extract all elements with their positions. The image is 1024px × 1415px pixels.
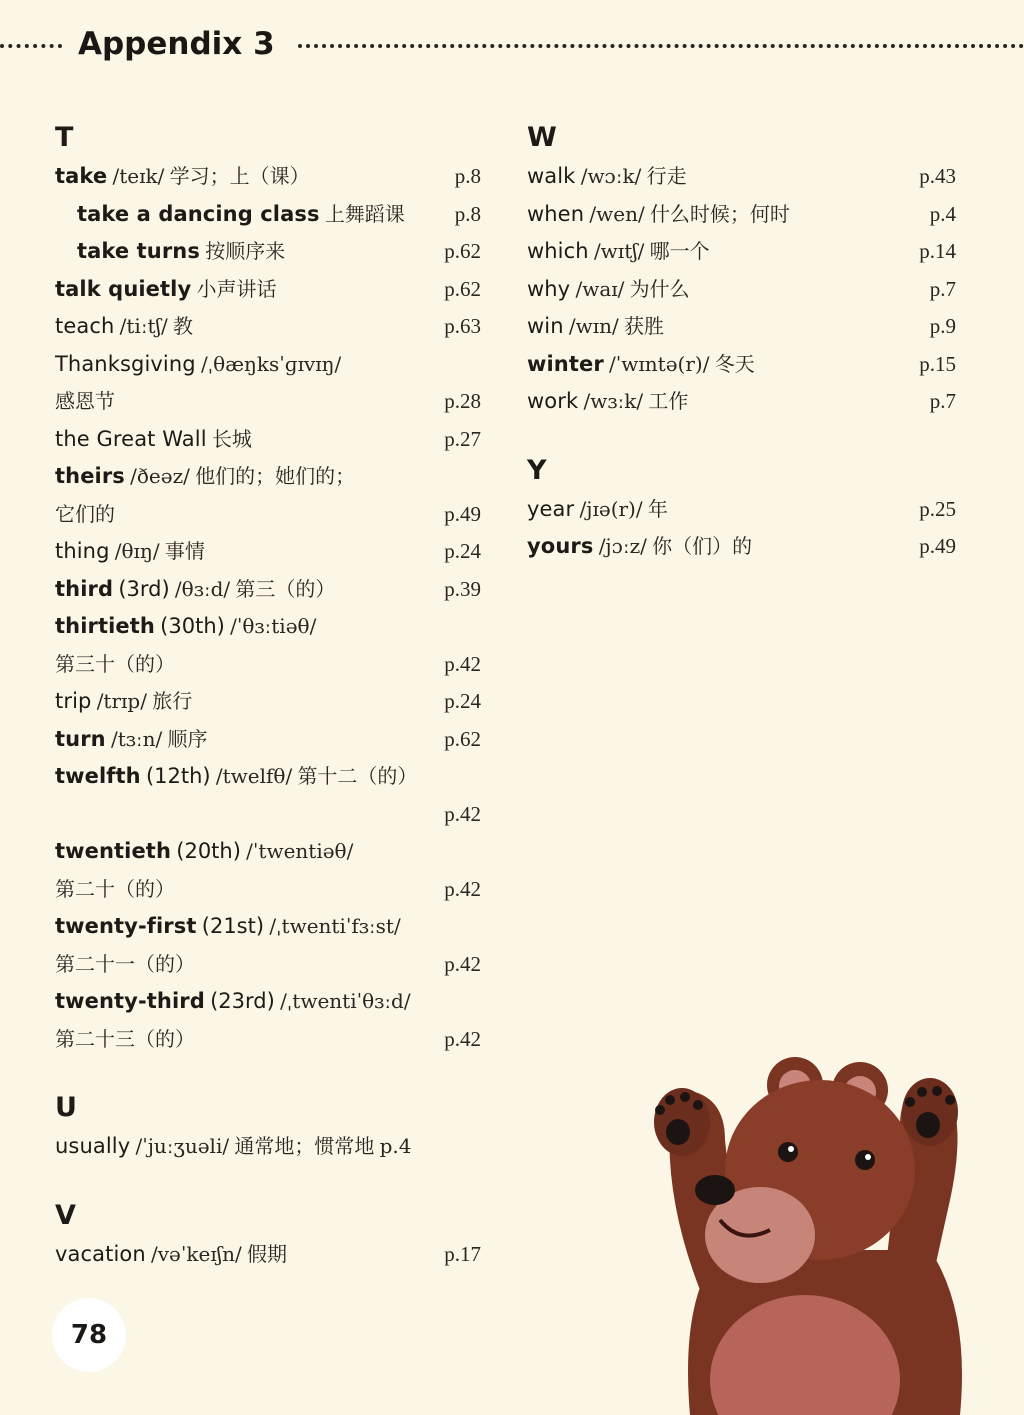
entry-page: p.24 — [444, 689, 481, 713]
entry-phonetic: /θɜːd/ — [174, 576, 231, 601]
entry-word: trip — [55, 689, 92, 713]
glossary-entry — [55, 983, 485, 1021]
entry-chinese: 学习；上（课） — [169, 164, 310, 188]
glossary-entry — [55, 833, 485, 871]
entry-chinese: 按顺序来 — [205, 239, 286, 263]
entry-word: take a dancing class — [77, 201, 320, 226]
entry-phonetic: /ˌtwentiˈθɜːd/ — [280, 989, 411, 1013]
entry-phonetic: /tiːtʃ/ — [119, 314, 168, 338]
bear-illustration — [630, 1050, 1024, 1415]
entry-phonetic: /wen/ — [589, 201, 645, 226]
entry-word: twenty-first — [55, 914, 197, 938]
entry-chinese: 旅行 — [152, 689, 193, 713]
entry-page: p.15 — [919, 351, 956, 376]
dotted-rule-left — [0, 44, 62, 48]
entry-phonetic: /ˌθæŋksˈɡɪvɪŋ/ — [200, 351, 342, 376]
entry-phonetic: /ˈtwentiəθ/ — [246, 839, 354, 863]
entry-chinese: 他们的；她们的； — [195, 464, 356, 488]
dotted-rule-right — [298, 44, 1024, 48]
entry-page: p.42 — [444, 651, 481, 676]
entry-chinese: 第二十（的） — [55, 876, 175, 901]
entry-phonetic: /ˈθɜːtiəθ/ — [230, 614, 317, 638]
entry-phonetic: /ˈwɪntə(r)/ — [609, 351, 710, 376]
entry-chinese: 小声讲话 — [196, 276, 277, 301]
entry-page: p.7 — [929, 276, 956, 301]
entry-chinese: 顺序 — [167, 726, 208, 751]
glossary-section — [55, 1088, 485, 1166]
entry-ordinal: (21st) — [201, 914, 265, 938]
entry-chinese: 感恩节 — [55, 389, 115, 413]
entry-word: why — [527, 276, 571, 301]
entry-phonetic: /wɔːk/ — [580, 164, 642, 188]
entry-word: twentieth — [55, 839, 172, 863]
entry-page: p.42 — [444, 951, 481, 976]
entry-chinese: 为什么 — [629, 276, 690, 301]
entry-chinese: 哪一个 — [649, 239, 710, 263]
glossary-entry — [527, 196, 962, 234]
glossary-entry — [55, 796, 485, 834]
entry-chinese: 假期 — [247, 1241, 288, 1266]
glossary-entry — [55, 421, 485, 459]
entry-chinese: 第十二（的） — [297, 764, 418, 788]
entry-chinese: 它们的 — [55, 501, 115, 526]
entry-phonetic: /jɪə(r)/ — [579, 496, 643, 521]
entry-phonetic: /jɔːz/ — [598, 534, 647, 558]
entry-page: p.62 — [444, 726, 481, 751]
entry-page: p.17 — [444, 1241, 481, 1266]
entry-chinese: 年 — [647, 496, 668, 521]
glossary-entry — [527, 233, 962, 271]
glossary-column-right — [527, 118, 962, 566]
entry-word: turn — [55, 726, 106, 751]
entry-word: when — [527, 201, 585, 226]
entry-word: teach — [55, 314, 115, 338]
entry-page: p.7 — [929, 389, 956, 413]
entry-word: talk quietly — [55, 276, 192, 301]
entry-page: p.49 — [919, 534, 956, 558]
entry-page: p.39 — [444, 576, 481, 601]
page-number: 78 — [52, 1298, 126, 1372]
section-gap — [55, 1166, 485, 1196]
entry-word: usually — [55, 1134, 131, 1158]
entry-chinese: 第二十一（的） — [55, 951, 195, 976]
section-letter: Y — [527, 454, 547, 486]
glossary-entry — [55, 533, 485, 571]
entry-page: p.49 — [444, 501, 481, 526]
entry-page: p.24 — [444, 539, 481, 563]
glossary-entry — [55, 1128, 485, 1166]
entry-page: p.43 — [919, 164, 956, 188]
entry-phonetic: /waɪ/ — [575, 276, 625, 301]
glossary-entry — [55, 571, 485, 609]
entry-chinese: 你（们）的 — [652, 534, 753, 558]
glossary-entry — [55, 196, 485, 234]
entry-word: vacation — [55, 1241, 146, 1266]
entry-word: theirs — [55, 464, 125, 488]
entry-page: p.27 — [444, 426, 481, 451]
entry-word: take turns — [77, 239, 200, 263]
entry-word: Thanksgiving — [55, 351, 196, 376]
glossary-entry — [55, 721, 485, 759]
entry-phonetic: /ðeəz/ — [130, 464, 190, 488]
entry-phonetic: /tɜːn/ — [110, 726, 163, 751]
section-letter: T — [55, 122, 74, 153]
glossary-section — [55, 118, 485, 1058]
entry-word: yours — [527, 534, 594, 558]
entry-page: p.62 — [444, 239, 481, 263]
entry-phonetic: /wɜːk/ — [583, 389, 644, 413]
entry-page: p.28 — [444, 389, 481, 413]
entry-phonetic: /ˈjuːʒuəli/ — [135, 1134, 230, 1158]
entry-phonetic: /vəˈkeɪʃn/ — [151, 1241, 242, 1266]
glossary-entry — [55, 233, 485, 271]
entry-page: p.63 — [444, 314, 481, 338]
entry-word: the Great Wall — [55, 426, 207, 451]
entry-chinese: 第二十三（的） — [55, 1026, 195, 1051]
entry-page: p.25 — [919, 496, 956, 521]
entry-word: which — [527, 239, 589, 263]
entry-page: p.4 — [929, 201, 956, 226]
entry-word: walk — [527, 164, 576, 188]
glossary-entry — [55, 1236, 485, 1274]
entry-phonetic: /θɪŋ/ — [114, 539, 160, 563]
glossary-entry — [55, 758, 485, 796]
entry-word: twelfth — [55, 764, 141, 788]
page-header — [0, 22, 1024, 66]
glossary-entry — [55, 908, 485, 946]
glossary-entry — [55, 383, 485, 421]
entry-chinese: 上舞蹈课 — [324, 201, 405, 226]
glossary-entry — [527, 346, 962, 384]
entry-ordinal: (3rd) — [118, 576, 170, 601]
glossary-entry — [527, 383, 962, 421]
entry-word: take — [55, 164, 108, 188]
entry-ordinal: (23rd) — [210, 989, 275, 1013]
entry-chinese: 什么时候；何时 — [649, 201, 790, 226]
entry-word: third — [55, 576, 114, 601]
section-gap — [55, 1058, 485, 1088]
glossary-section — [527, 118, 962, 421]
glossary-entry — [55, 308, 485, 346]
entry-chinese: 第三十（的） — [55, 651, 175, 676]
entry-word: thirtieth — [55, 614, 155, 638]
entry-chinese: 长城 — [211, 426, 252, 451]
glossary-entry — [55, 458, 485, 496]
entry-word: twenty-third — [55, 989, 205, 1013]
entry-ordinal: (12th) — [145, 764, 211, 788]
entry-page: p.42 — [444, 801, 481, 826]
entry-word: year — [527, 496, 575, 521]
glossary-entry — [55, 271, 485, 309]
glossary-entry — [527, 528, 962, 566]
entry-ordinal: (30th) — [160, 614, 225, 638]
entry-chinese: 获胜 — [624, 314, 664, 338]
entry-phonetic: /teɪk/ — [112, 164, 165, 188]
glossary-column-left — [55, 118, 485, 1273]
entry-page: p.8 — [454, 201, 481, 226]
entry-chinese: 教 — [173, 314, 194, 338]
entry-phonetic: /wɪtʃ/ — [593, 239, 645, 263]
section-letter: V — [55, 1199, 76, 1231]
entry-page: p.4 — [379, 1134, 412, 1158]
glossary-entry — [55, 683, 485, 721]
glossary-entry — [527, 271, 962, 309]
entry-page: p.9 — [929, 314, 956, 338]
entry-page: p.42 — [444, 1026, 481, 1051]
section-letter: U — [55, 1092, 77, 1123]
glossary-entry — [55, 158, 485, 196]
entry-ordinal: (20th) — [176, 839, 241, 863]
entry-phonetic: /trɪp/ — [96, 689, 147, 713]
glossary-section — [527, 451, 962, 566]
entry-page: p.42 — [444, 876, 481, 901]
entry-chinese: 通常地；惯常地 — [234, 1134, 375, 1158]
glossary-section — [55, 1196, 485, 1274]
entry-phonetic: /ˌtwentiˈfɜːst/ — [269, 914, 401, 938]
page-title: Appendix 3 — [78, 26, 275, 62]
entry-phonetic: /twelfθ/ — [215, 764, 293, 788]
entry-word: winter — [527, 351, 604, 376]
glossary-entry — [527, 158, 962, 196]
entry-word: thing — [55, 539, 110, 563]
glossary-entry — [55, 946, 485, 984]
glossary-entry — [527, 308, 962, 346]
glossary-entry — [55, 871, 485, 909]
entry-chinese: 事情 — [164, 539, 205, 563]
entry-page: p.8 — [454, 164, 481, 188]
entry-page: p.62 — [444, 276, 481, 301]
entry-chinese: 第三（的） — [235, 576, 336, 601]
entry-chinese: 工作 — [648, 389, 689, 413]
entry-word: win — [527, 314, 564, 338]
glossary-entry — [55, 608, 485, 646]
section-gap — [527, 421, 962, 451]
entry-phonetic: /wɪn/ — [568, 314, 619, 338]
entry-chinese: 行走 — [646, 164, 687, 188]
entry-page: p.14 — [919, 239, 956, 263]
section-letter: W — [527, 122, 557, 153]
glossary-entry — [55, 496, 485, 534]
glossary-entry — [55, 646, 485, 684]
entry-word: work — [527, 389, 579, 413]
glossary-entry — [55, 346, 485, 384]
glossary-entry — [527, 491, 962, 529]
glossary-entry — [55, 1021, 485, 1059]
entry-chinese: 冬天 — [714, 351, 755, 376]
